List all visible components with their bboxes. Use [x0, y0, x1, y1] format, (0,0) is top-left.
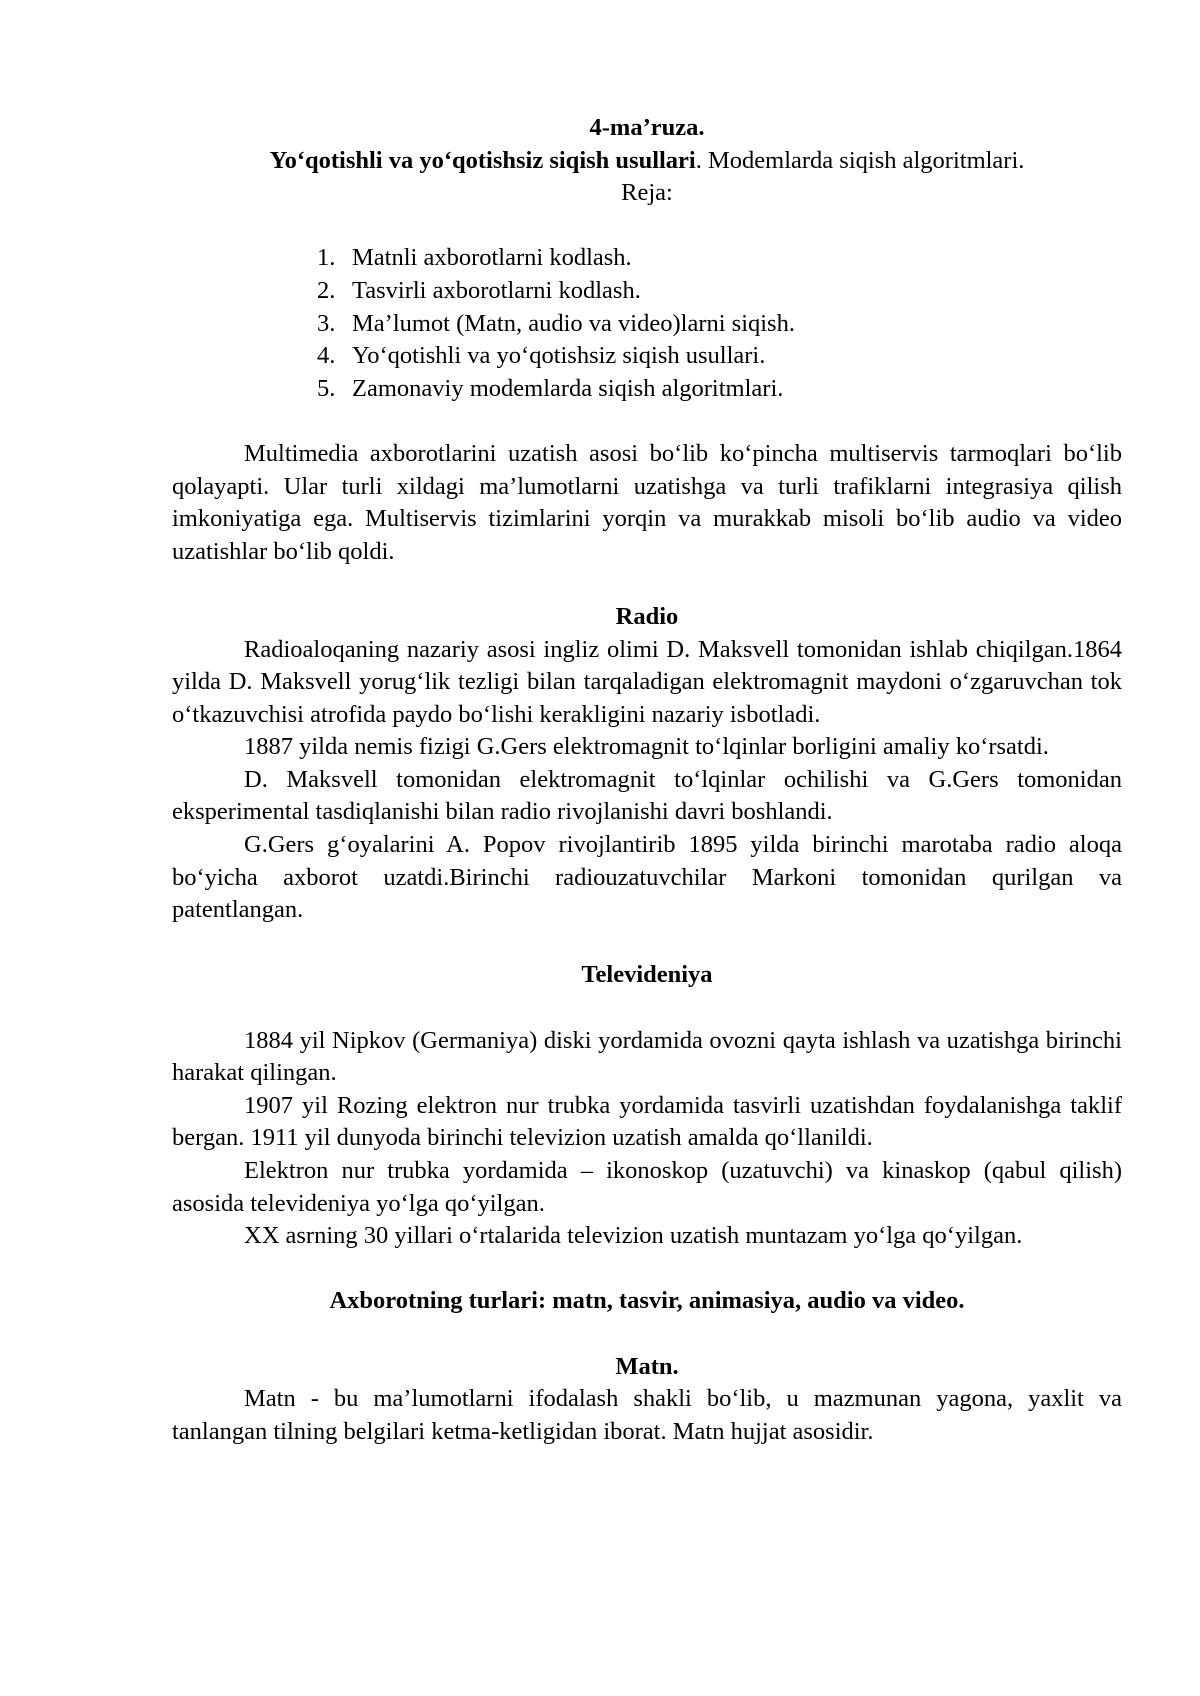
intro-paragraph: Multimedia axborotlarini uzatish asosi bo‘lib ko‘pincha multiservis tarmoqlari bo‘lib qolayapti. Ular turli xildagi ma’lumotlarni uzatishga va turli trafiklarni integrasiya qilish imkoniyatiga ega. Multiservis tizimlarini yorqin va murakkab misoli bo‘lib audio va video uzatishlar bo‘lib qoldi.	[172, 439, 1122, 565]
matn-paragraph: Matn - bu ma’lumotlarni ifodalash shakli bo‘lib, u mazmunan yagona, yaxlit va tanlangan tilning belgilari ketma-ketligidan iborat. Matn hujjat asosidir.	[172, 1385, 1122, 1445]
tv-heading: Televideniya	[581, 961, 713, 989]
plan-item-text: Tasvirli axborotlarni kodlash.	[352, 276, 641, 304]
spacer	[172, 405, 1122, 438]
radio-paragraph: 1887 yilda nemis fizigi G.Gers elektromagnit to‘lqinlar borligini amaliy ko‘rsatdi.	[244, 733, 1049, 761]
plan-item-text: Yo‘qotishli va yo‘qotishsiz siqish usullari.	[352, 342, 766, 370]
lecture-topic-bold: Yo‘qotishli va yo‘qotishsiz siqish usullari	[269, 146, 696, 174]
radio-paragraph: D. Maksvell tomonidan elektromagnit to‘lqinlar ochilishi va G.Gers tomonidan eksperimental tasdiqlanishi bilan radio rivojlanishi davri boshlandi.	[172, 765, 1122, 826]
plan-label: Reja:	[621, 179, 673, 207]
matn-heading: Matn.	[615, 1352, 679, 1380]
plan-item-number: 2.	[317, 276, 336, 304]
tv-paragraph: 1884 yil Nipkov (Germaniya) diski yordamida ovozni qayta ishlash va uzatishga birinchi harakat qilingan.	[172, 1026, 1122, 1087]
plan-item	[172, 340, 1122, 373]
spacer	[172, 568, 1122, 601]
tv-paragraph: XX asrning 30 yillari o‘rtalarida televizion uzatish muntazam yo‘lga qo‘yilgan.	[244, 1222, 1023, 1250]
lecture-topic-rest: . Modemlarda siqish algoritmlari.	[695, 146, 1025, 174]
lecture-topic	[172, 145, 1122, 178]
plan-item	[172, 308, 1122, 341]
plan-item-number: 3.	[317, 309, 336, 337]
radio-paragraph: Radioaloqaning nazariy asosi ingliz olimi D. Maksvell tomonidan ishlab chiqilgan.1864 yilda D. Maksvell yorug‘lik tezligi bilan tarqaladigan elektromagnit maydoni o‘zgaruvchan tok o‘tkazuvchisi atrofida paydo bo‘lishi kerakligini nazariy isbotladi.	[172, 635, 1122, 728]
radio-paragraph: G.Gers g‘oyalarini A. Popov rivojlantirib 1895 yilda birinchi marotaba radio aloqa bo‘yicha axborot uzatdi.Birinchi radiouzatuvchilar Markoni tomonidan qurilgan va patentlangan.	[172, 831, 1122, 924]
document-page	[172, 112, 1122, 1448]
spacer	[172, 1318, 1122, 1351]
plan-item	[172, 242, 1122, 275]
radio-heading: Radio	[615, 602, 679, 630]
tv-paragraph: Elektron nur trubka yordamida – ikonoskop (uzatuvchi) va kinaskop (qabul qilish) asosida televideniya yo‘lga qo‘yilgan.	[172, 1157, 1122, 1217]
spacer	[172, 1253, 1122, 1286]
plan-item-number: 1.	[317, 244, 336, 272]
spacer	[172, 210, 1122, 243]
plan-item-text: Zamonaviy modemlarda siqish algoritmlari.	[352, 374, 784, 402]
plan-item-number: 4.	[317, 342, 336, 370]
plan-item	[172, 373, 1122, 406]
plan-item-text: Matnli axborotlarni kodlash.	[352, 244, 632, 272]
plan-item-number: 5.	[317, 374, 336, 402]
plan-list	[172, 242, 1122, 405]
spacer	[172, 992, 1122, 1025]
lecture-number: 4-ma’ruza.	[589, 114, 705, 141]
tv-paragraph: 1907 yil Rozing elektron nur trubka yordamida tasvirli uzatishdan foydalanishga taklif bergan. 1911 yil dunyoda birinchi televizion uzatish amalda qo‘llanildi.	[172, 1091, 1122, 1152]
spacer	[172, 927, 1122, 960]
types-heading: Axborotning turlari: matn, tasvir, animasiya, audio va video.	[329, 1287, 965, 1315]
plan-item-text: Ma’lumot (Matn, audio va video)larni siqish.	[352, 309, 795, 337]
plan-item	[172, 275, 1122, 308]
